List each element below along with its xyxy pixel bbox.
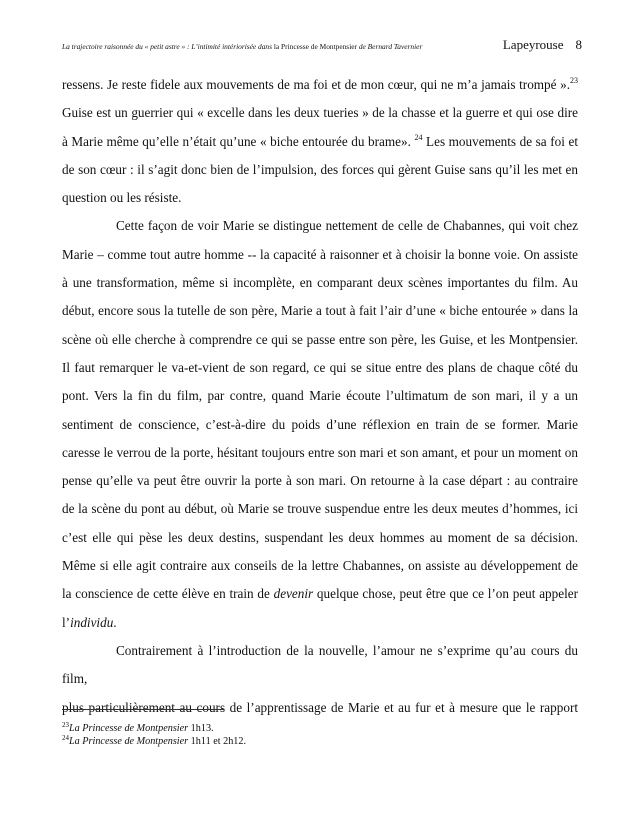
running-title-part3: de Bernard Tavernier (356, 42, 423, 51)
paragraph-2-line-4: début, encore sous la tutelle de son père, Marie a tout à fait l’air d’une « biche entourée » dans la (62, 303, 578, 319)
running-title (62, 42, 422, 51)
paragraph-2-line-2: Marie – comme tout autre homme -- la capacité à raisonner et à choisir la bonne voie. On assiste (62, 246, 578, 262)
paragraph-1-line-3: à Marie même qu’elle n’était qu’une « biche entourée du brame». $^{24}$ Les mouvements de sa foi et (62, 132, 578, 149)
footnote-text: 1h11 et 2h12. (188, 736, 247, 747)
paragraph-1-line-2: Guise est un guerrier qui « excelle dans les deux tueries » de la chasse et la guerre et qui ose dire (62, 105, 578, 121)
body-text (62, 71, 578, 722)
paragraph-1-line-1: ressens. Je reste fidele aux mouvements de ma foi et de mon cœur, qui ne m’a jamais trompé ».$^{23}$ (62, 76, 578, 92)
paragraph-2-line-13: Même si elle agit contraire aux conseils de la lettre Chabannes, on assiste au développement de (62, 558, 578, 574)
footnote-title: La Princesse de Montpensier (69, 723, 189, 734)
paragraph-2-line-10: pense qu’elle va peut être ouvrir la porte à son mari. On retourne à la case départ : au contraire (62, 473, 578, 489)
paragraph-1-line-4: de son cœur : il s’agit donc bien de l’impulsion, des forces qui gèrent Guise sans qu’il les met en (62, 161, 578, 177)
header-author-page (503, 37, 582, 53)
footnote-separator (62, 709, 224, 710)
paragraph-2-line-15: l’individu. (62, 614, 117, 630)
paragraph-3-line-1: Contrairement à l’introduction de la nouvelle, l’amour ne s’exprime qu’au cours du film, (62, 642, 578, 687)
footnote-number: 24 (62, 734, 69, 742)
paragraph-2-line-1: Cette façon de voir Marie se distingue nettement de celle de Chabannes, qui voit chez (116, 218, 578, 234)
emphasis-individu: individu (70, 614, 114, 630)
footnote-number: 23 (62, 721, 69, 729)
footnote-24 (62, 735, 578, 748)
footnote-ref-24[interactable]: 24 (414, 132, 423, 142)
paragraph-2-line-3: à une transformation, même si incomplète, en comparant deux scènes importantes du film. Au (62, 275, 578, 291)
paragraph-2-line-9: caresse le verrou de la porte, hésitant toujours entre son mari et son amant, et pour un moment on (62, 444, 578, 460)
running-header (62, 37, 582, 55)
running-title-part1: La trajectoire raisonnée du « petit astre » : L’intimité intériorisée dans (62, 42, 274, 51)
paragraph-2-line-8: sentiment de conscience, c’est-à-dire du poids d’une réflexion en train de se former. Marie (62, 416, 578, 432)
page-number: 8 (575, 37, 582, 52)
paragraph-1-line-5: question ou les résiste. (62, 190, 182, 206)
paragraph-2-line-6: Il faut remarquer le va-et-vient de son regard, ce qui se situe entre des plans de chaque côté du (62, 359, 578, 375)
footnote-ref-23[interactable]: 23 (570, 76, 578, 85)
paragraph-2-line-11: de la scène du pont au début, où Marie se trouve suspendue entre les deux meutes d’hommes, ici (62, 501, 578, 517)
emphasis-devenir: devenir (273, 586, 314, 602)
footnotes (62, 722, 578, 748)
author-name: Lapeyrouse (502, 37, 564, 52)
footnote-23 (62, 722, 578, 735)
footnote-title: La Princesse de Montpensier (69, 736, 189, 747)
running-title-part2: la Princesse de Montpensier (273, 42, 357, 51)
paragraph-2-line-7: pont. Vers la fin du film, par contre, quand Marie écoute l’ultimatum de son mari, il y a un (62, 388, 578, 404)
paragraph-2-line-5: scène où elle cherche à comprendre ce qui se passe entre son père, les Guise, et les Montpensier. (62, 331, 578, 347)
paragraph-2-line-12: c’est elle qui pèse les deux destins, suspendant les deux hommes au moment de sa décision. (62, 529, 578, 545)
footnote-text: 1h13. (188, 723, 214, 734)
paragraph-3-line-2: plus particulièrement au cours de l’apprentissage de Marie et au fur et à mesure que le rapport (62, 699, 578, 715)
paragraph-2-line-14: la conscience de cette élève en train de devenir quelque chose, peut être que ce l’on peut appeler (62, 586, 578, 602)
